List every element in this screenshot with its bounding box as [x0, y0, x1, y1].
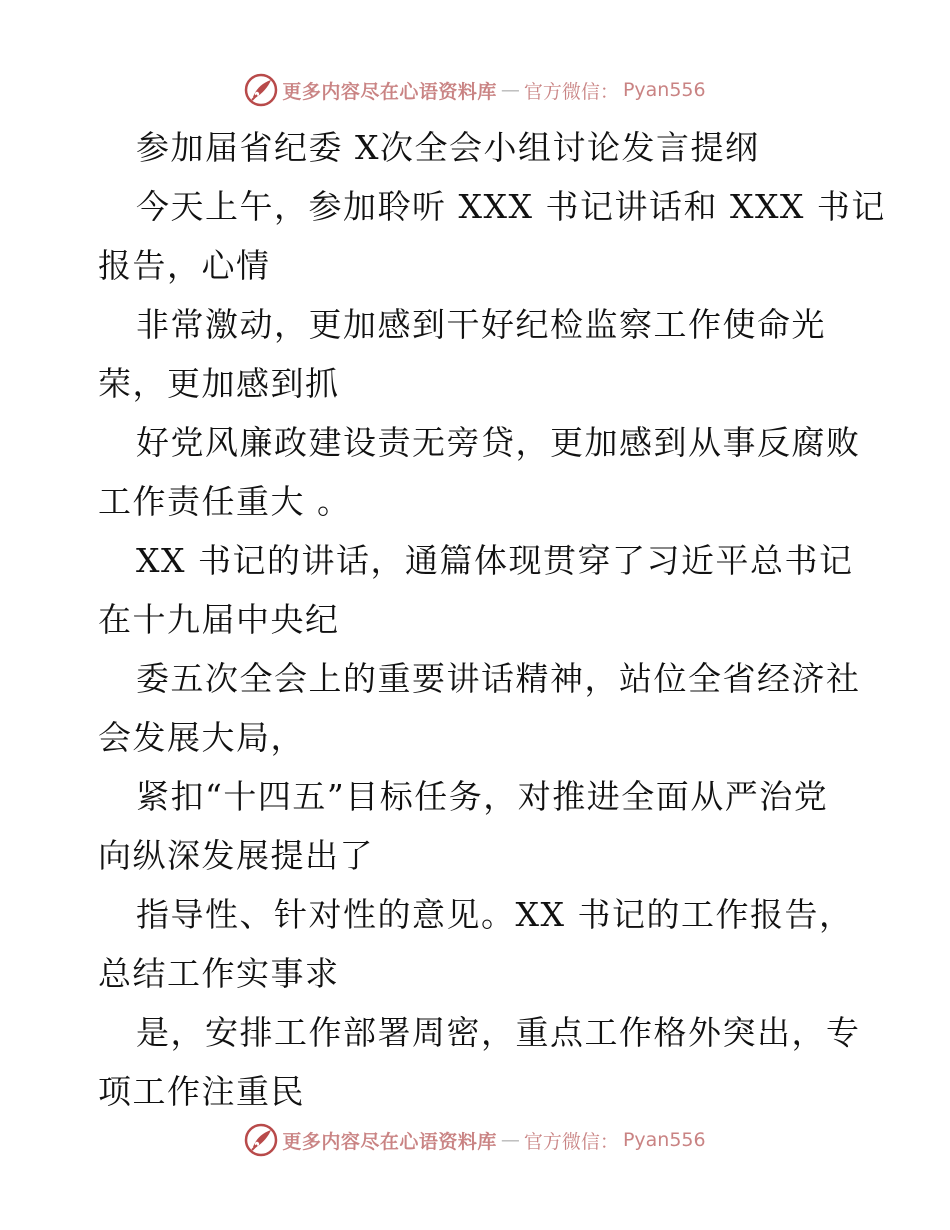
watermark-official-label: 官方微信： [523, 80, 619, 103]
document-line: 在十九届中央纪 [98, 600, 340, 639]
document-line: 会发展大局， [98, 718, 305, 757]
document-body [98, 118, 886, 1121]
document-line: 项工作注重民 [98, 1072, 305, 1111]
document-line: XX 书记的讲话，通篇体现贯穿了习近平总书记 [136, 541, 854, 580]
document-line: 参加届省纪委 X次全会小组讨论发言提纲 [136, 128, 760, 167]
watermark-site-text: 更多内容尽在心语资料库 [282, 1130, 497, 1153]
document-line: 委五次全会上的重要讲话精神，站位全省经济社 [136, 659, 861, 698]
quill-logo-icon [244, 1123, 278, 1157]
document-line: 总结工作实事求 [98, 954, 340, 993]
watermark-wechat-id: Pyan556 [622, 79, 706, 101]
footer-watermark [0, 1120, 950, 1160]
header-watermark [0, 70, 950, 110]
watermark-wechat-id: Pyan556 [622, 1129, 706, 1151]
document-line: 向纵深发展提出了 [98, 836, 374, 875]
document-line: 指导性、针对性的意见。XX 书记的工作报告， [136, 895, 854, 934]
watermark-official-label: 官方微信： [523, 1130, 619, 1153]
quill-logo-icon [244, 73, 278, 107]
watermark-separator: — [500, 79, 520, 101]
document-line: 好党风廉政建设责无旁贷，更加感到从事反腐败 [136, 423, 861, 462]
document-line: 是，安排工作部署周密，重点工作格外突出，专 [136, 1013, 861, 1052]
document-line: 工作责任重大 。 [98, 482, 352, 521]
document-line: 今天上午，参加聆听 XXX 书记讲话和 XXX 书记 [136, 187, 886, 226]
document-line: 荣，更加感到抓 [98, 364, 340, 403]
document-line: 非常激动，更加感到干好纪检监察工作使命光 [136, 305, 826, 344]
watermark-site-text: 更多内容尽在心语资料库 [282, 80, 497, 103]
document-line: 紧扣“十四五”目标任务，对推进全面从严治党 [136, 777, 829, 816]
watermark-separator: — [500, 1129, 520, 1151]
document-line: 报告，心情 [98, 246, 271, 285]
